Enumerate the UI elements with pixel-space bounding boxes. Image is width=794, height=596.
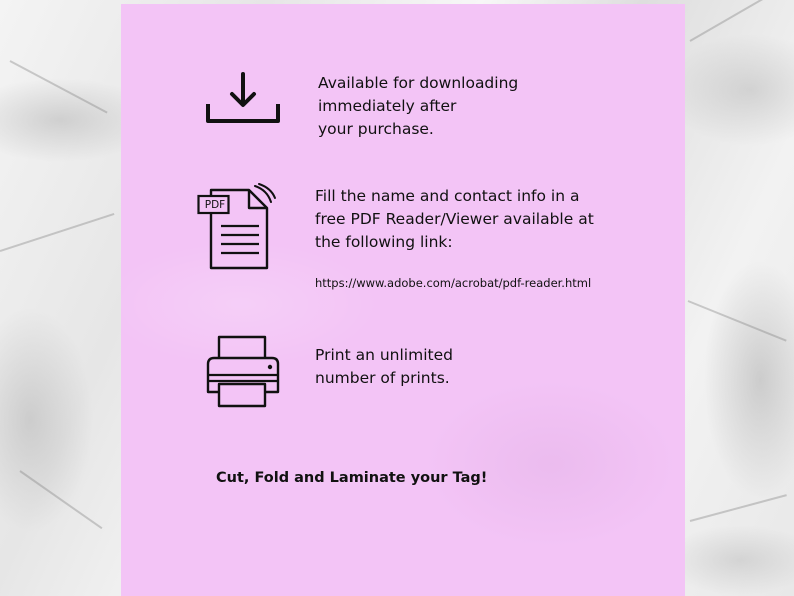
step-download-text: Available for downloading immediately after your purchase. <box>318 74 519 138</box>
step-pdf-text: Fill the name and contact info in a free PDF Reader/Viewer available at the following link: <box>315 187 594 251</box>
step-print-text: Print an unlimited number of prints. <box>315 346 453 387</box>
marble-vein <box>690 494 787 522</box>
info-panel <box>121 4 685 596</box>
pdf-file-icon <box>197 182 283 274</box>
adobe-reader-link[interactable]: https://www.adobe.com/acrobat/pdf-reader.html <box>315 276 592 290</box>
marble-vein <box>19 470 102 529</box>
marble-vein <box>690 0 778 42</box>
marble-vein <box>0 213 114 252</box>
marble-vein <box>688 300 787 342</box>
download-icon <box>205 72 281 124</box>
pdf-icon-label: PDF <box>204 199 226 211</box>
printer-icon <box>205 334 281 410</box>
closing-instruction: Cut, Fold and Laminate your Tag! <box>216 470 488 486</box>
marble-vein <box>10 60 108 113</box>
